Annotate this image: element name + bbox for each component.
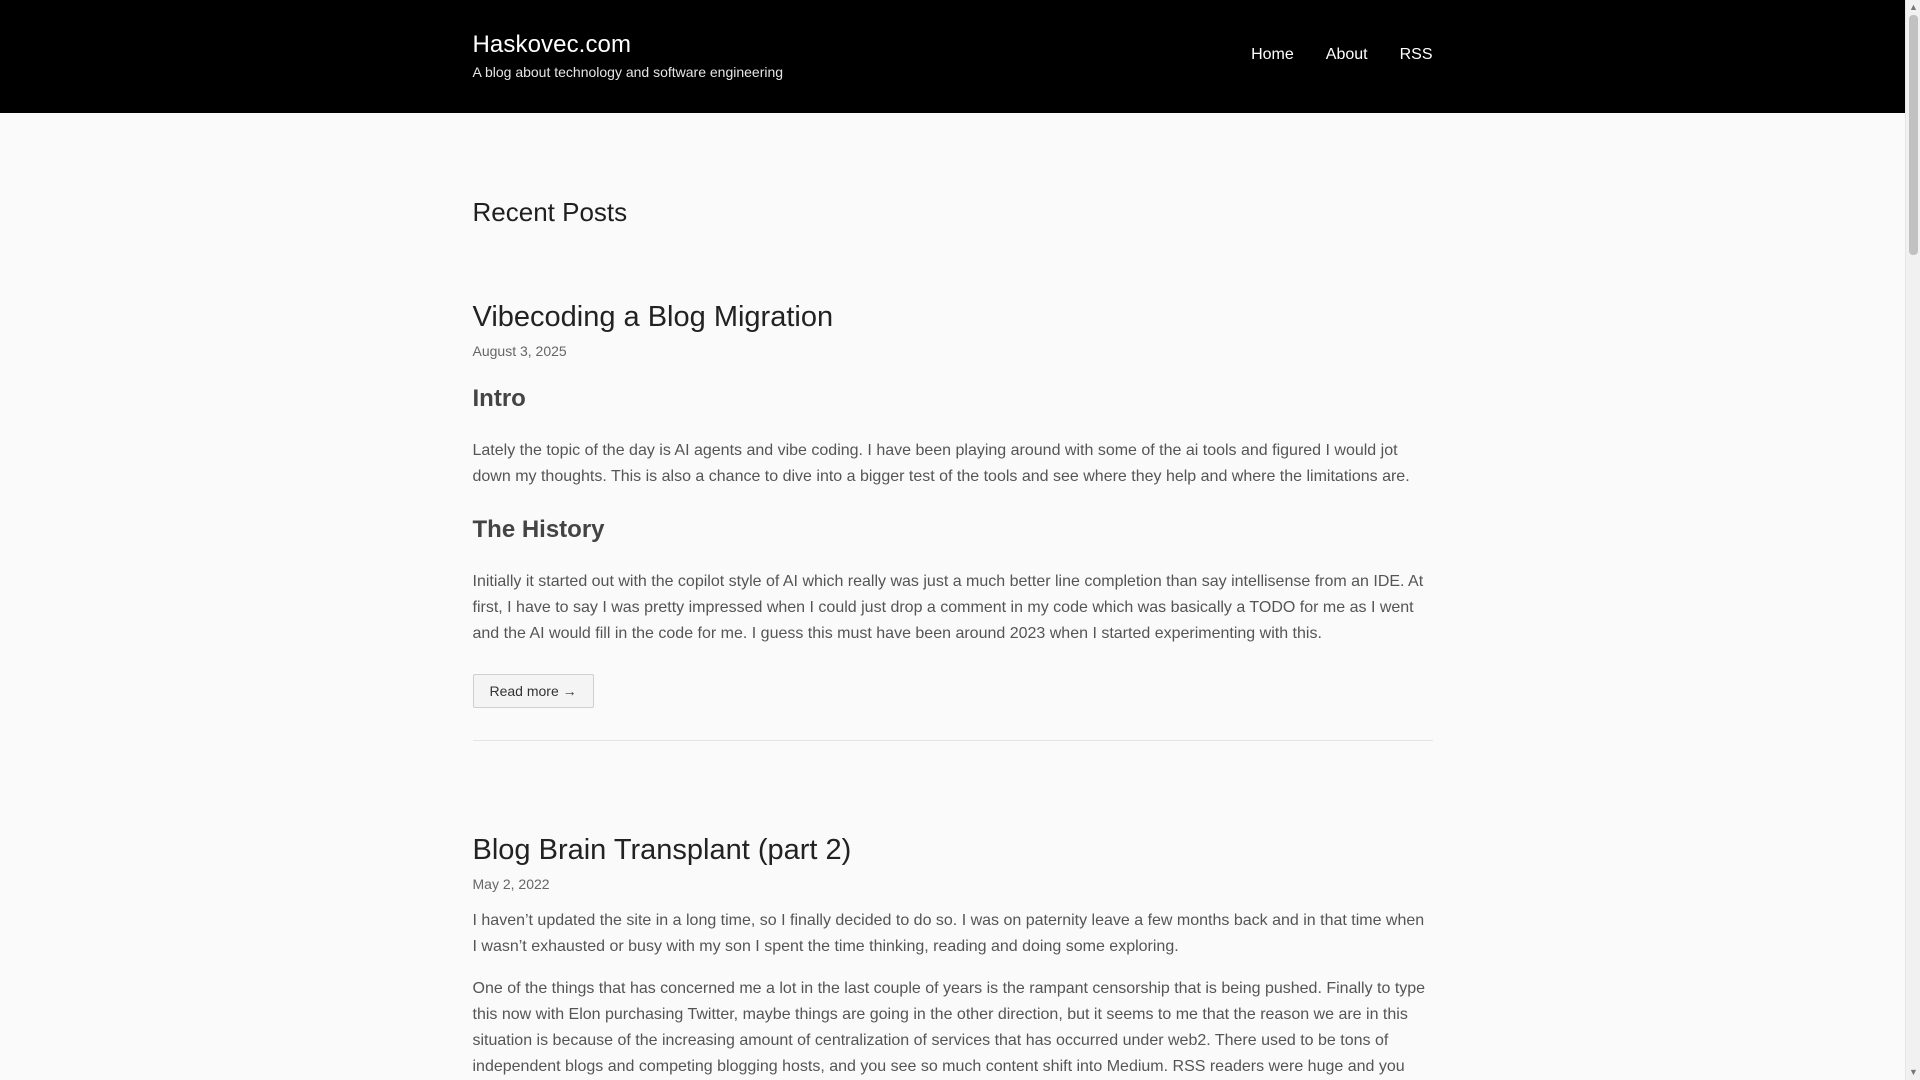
scroll-up-icon[interactable]: ▲ <box>1909 2 1918 12</box>
site-header <box>0 0 1905 113</box>
post-heading-history: The History <box>472 515 605 543</box>
post-date: August 3, 2025 <box>472 342 567 359</box>
post-vibecoding <box>473 300 1433 708</box>
scroll-thumb[interactable] <box>1909 15 1918 255</box>
post-divider <box>473 740 1433 741</box>
nav-rss-link[interactable]: RSS <box>1399 46 1433 63</box>
site-subtitle: A blog about technology and software engineering <box>472 64 784 80</box>
read-more-button[interactable]: Read more → <box>473 674 594 708</box>
main-nav <box>1251 46 1432 64</box>
post-title-link[interactable]: Blog Brain Transplant (part 2) <box>472 833 852 866</box>
post-paragraph: I haven’t updated the site in a long time, so I finally decided to do so. I was on paternity leave a few months back and in that time when I wasn’t exhausted or busy with my son I spent the time thinking, reading and doing some exploring. <box>472 911 1425 955</box>
vertical-scrollbar[interactable] <box>1905 0 1920 1080</box>
post-title-link[interactable]: Vibecoding a Blog Migration <box>472 301 834 333</box>
scroll-down-icon[interactable]: ▼ <box>1909 1067 1918 1077</box>
nav-home-link[interactable]: Home <box>1251 46 1294 63</box>
main-content <box>473 197 1433 1080</box>
post-paragraph: Initially it started out with the copilot style of AI which really was just a much better line completion than say intellisense from an IDE. At first, I have to say I was pretty impressed when I could just drop a comment in my code which was basically a TODO for me as I went and the AI would fill in the code for me. I guess this must have been around 2023 when I started experimenting with this. <box>472 572 1424 642</box>
post-date: May 2, 2022 <box>472 875 550 892</box>
post-heading-intro: Intro <box>472 384 526 412</box>
section-title: Recent Posts <box>472 197 628 227</box>
post-paragraph: One of the things that has concerned me a lot in the last couple of years is the rampant censorship that is being pushed. Finally to type this now with Elon purchasing Twitter, maybe things are going in the other direction, but it seems to me that the reason we are in this situation is because of the increasing amount of centralization of services that has occurred under web2. There used to be tons of independent blogs and competing blogging hosts, and you see so much content shift into Medium. RSS readers were huge and you <box>472 979 1426 1075</box>
post-brain-transplant <box>473 833 1433 1080</box>
post-paragraph: Lately the topic of the day is AI agents and vibe coding. I have been playing around with some of the ai tools and figured I would jot down my thoughts. This is also a chance to dive into a bigger test of the tools and see where they help and where the limitations are. <box>472 441 1410 485</box>
nav-about-link[interactable]: About <box>1325 46 1368 63</box>
site-title-link[interactable]: Haskovec.com <box>472 31 632 58</box>
